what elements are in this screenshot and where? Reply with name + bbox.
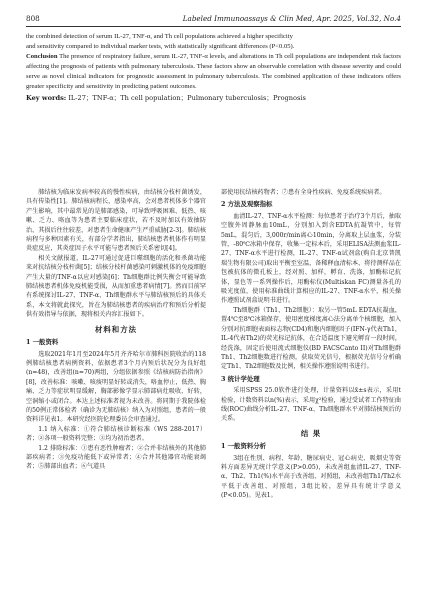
inclusion-criteria: 1.1 纳入标准：①符合肺结核诊断标准（WS 288-2017）者；②各项一般资料完整；③均为初治患者。 — [26, 425, 206, 443]
page-number: 808 — [26, 14, 40, 23]
abstract-line-1: the combined detection of serum IL-27, TNF-α, and Th cell populations achieved a higher specificity — [26, 33, 293, 40]
section-heading-results: 结 果 — [300, 428, 322, 438]
intro-paragraph-2: 相关文献报道，IL-27可通过促进巨噬细胞的活化和杀菌功能来对抗结核分枝杆菌[5]；结核分枝杆菌感染可刺激机体的免疫细胞产生大量的TNF-α以应对感染[6]；Th细胞群比例失衡会可能导致肺结核患者机体免疫机能受损，从而加重患者病情[7]。然而目前罕有系统探讨IL-27、TNF-α、Th细胞群水平与肺结核预后的具体关系，本文将就此探究，旨在为肺结核患者的疾病治疗和预后分析提供有效指导与依据，现将相关内容汇报如下。 — [26, 254, 206, 319]
section-heading-materials: 材料和方法 — [95, 324, 137, 334]
subheading-general-data: 1 一般资料 — [26, 338, 59, 347]
subheading-general-analysis: 1 一般资料分析 — [221, 442, 267, 451]
subheading-methods: 2 方法及观察指标 — [221, 200, 273, 209]
exclusion-continued: 部使用抗结核药物者；⑦患有全身性疾病、免疫系统疾病者。 — [221, 189, 386, 196]
subheading-statistics: 3 统计学处理 — [221, 374, 260, 383]
abstract-line-2: and sensitivity compared to individual marker tests, with statistically significant differences (P<0.05). — [26, 43, 295, 51]
left-column — [26, 188, 206, 472]
header-rule — [26, 26, 401, 27]
intro-paragraph-1: 肺结核为临床发病率较高的慢性疾病，由结核分枝杆菌诱发，具有传染性[1]。肺结核病程长，感染率高，会对患者机体多个器官产生影响，其中最常见的是肺部感染，可导致呼吸困难、低热、咳嗽、乏力、咯血等为患者主要临床症状，若不及时加以有效抽防治，其损后往往较差，对患者生命健康产生严重威胁[2-3]。肺结核病程与多种因素有关，有部分学者指出，肺结核患者机体作有明显炎症反应，其炎症因子水平可能与患者预后关系密切[4]。 — [26, 189, 206, 253]
statistics-paragraph: 采用SPSS 25.0软件进行处理，计量资料以x̄±s表示，采用t检验，计数资料以n(%)表示，采用χ²检验，通过受试者工作特征曲线(ROC)曲线分析IL-27、TNF-α、Th细胞群水平对肺结核预后的关系。 — [221, 387, 401, 423]
methods-il27-paragraph: 血清IL-27、TNF-α水平检测：每位患者于治疗3个月后，抽取空腹外周静脉血10mL，分别加入到含EDTA抗凝管中，每管5mL，混匀后，3,000r/min离心10min，分离取上层血浆，分装管，-80℃冰箱中保存，收集一定标本后，采用ELISA法测血浆IL-27、TNF-α水平进行检测，IL-27、TNF-α试剂盒(购自北京普凯瑞生物有限公司)取出平衡至室温，备稀释血清标本，将待测样品在包被抗体的微孔板上，经对照、加样，孵育、洗涤，加酶标记抗体，显色等一系列操作后，用酶标仪(Multiskan FC)测量各孔的吸光度值，使用标准曲线计算相应的IL-27、TNF-α水平，相关操作遵照试剂盒说明书进行。 — [221, 212, 401, 305]
general-data-paragraph: 选取2021年1月至2024年5月齐齐哈尔市肺科医院收治的118例肺结核患者病例资料，依据患者3个月内预后状况分为良好组(n=48)，改善组(n=70)两组，分组依据参照《结核病防治指南》[8]，改善标准：咳嗽、咳痰明显好转或消失，咯血停止，低热、胸痛、乏力等症状明显缓解，胸部影像学显示肺部病灶吸收、好转，空洞缩小或闭合。本达上述标准者视为未改善。将同期于我院体检的50例正常体检者（确诊为无肺结核）纳入为对照组，患者的一般资料详见表1。本研究经医院伦理委员会审查通过。 — [26, 350, 206, 424]
abstract-conclusion — [26, 52, 401, 92]
methods-th-paragraph: Th细胞群（Th1、Th2细胞）：取另一管5mL EDTA抗凝血，置4℃至8℃冰箱保存，使用密度梯度离心法分离单个核细胞，加入分别对抗细胞表面标志物(CD4)和胞内细胞因子(IFN-γ代表Th1，IL-4代表Th2)的荧光标记抗体，在合适温度下避光孵育一段时间，经洗涤，固定后使用流式细胞仪(BD FACSCanto II)对Th细胞群Th1、Th2细胞数进行检测，获取荧光信号，根据荧光信号分析确定Th1、Th2细胞数及比例，相关操作遵照说明书进行。 — [221, 306, 401, 371]
results-paragraph: 3组在性别、病程、年龄、糖尿病史、冠心病史、吸烟史等资料方面差异无统计学意义(P>0.05)，未改善组血清IL-27、TNF-α、Th2、Th1(%)水平高于改善组、对照组，未改善组Th1/Th2水平低于改善组、对照组，3组比较，差异具有统计学意义(P<0.05)。见表1。 — [221, 454, 401, 500]
journal-title: Labeled Immunoassays & Clin Med, Apr. 2025, Vol.32, No.4 — [182, 14, 401, 23]
conclusion-text: The presence of respiratory failure, serum IL-27, TNF-α levels, and alterations in Th cell populations are independent risk factors affecting the prognosis of patients with pulmonary tuberculosis. These factors show an observable correlation with disease severity and could serve as novel clinical indicators for prognostic assessment in pulmonary tuberculosis. The combined application of these indicators offers greater specificity and sensitivity in predicting patient outcomes. — [26, 53, 401, 91]
keywords-label: Key words: — [26, 93, 67, 102]
english-abstract — [26, 32, 401, 103]
conclusion-label: Conclusion — [26, 53, 58, 61]
exclusion-criteria: 1.2 排除标准：①患有恶性肿瘤者；②合并非结核外的其他肺部疾病者；③免疫功能低下或异常者；④合并其他器官功能衰竭者；⑤肺部出血者；⑥气道具 — [26, 444, 206, 471]
keywords-text: IL-27；TNF-α；Th cell population；Pulmonary tuberculosis；Prognosis — [68, 93, 306, 102]
page-header — [26, 14, 401, 28]
right-column — [221, 188, 401, 501]
keywords — [26, 93, 401, 103]
